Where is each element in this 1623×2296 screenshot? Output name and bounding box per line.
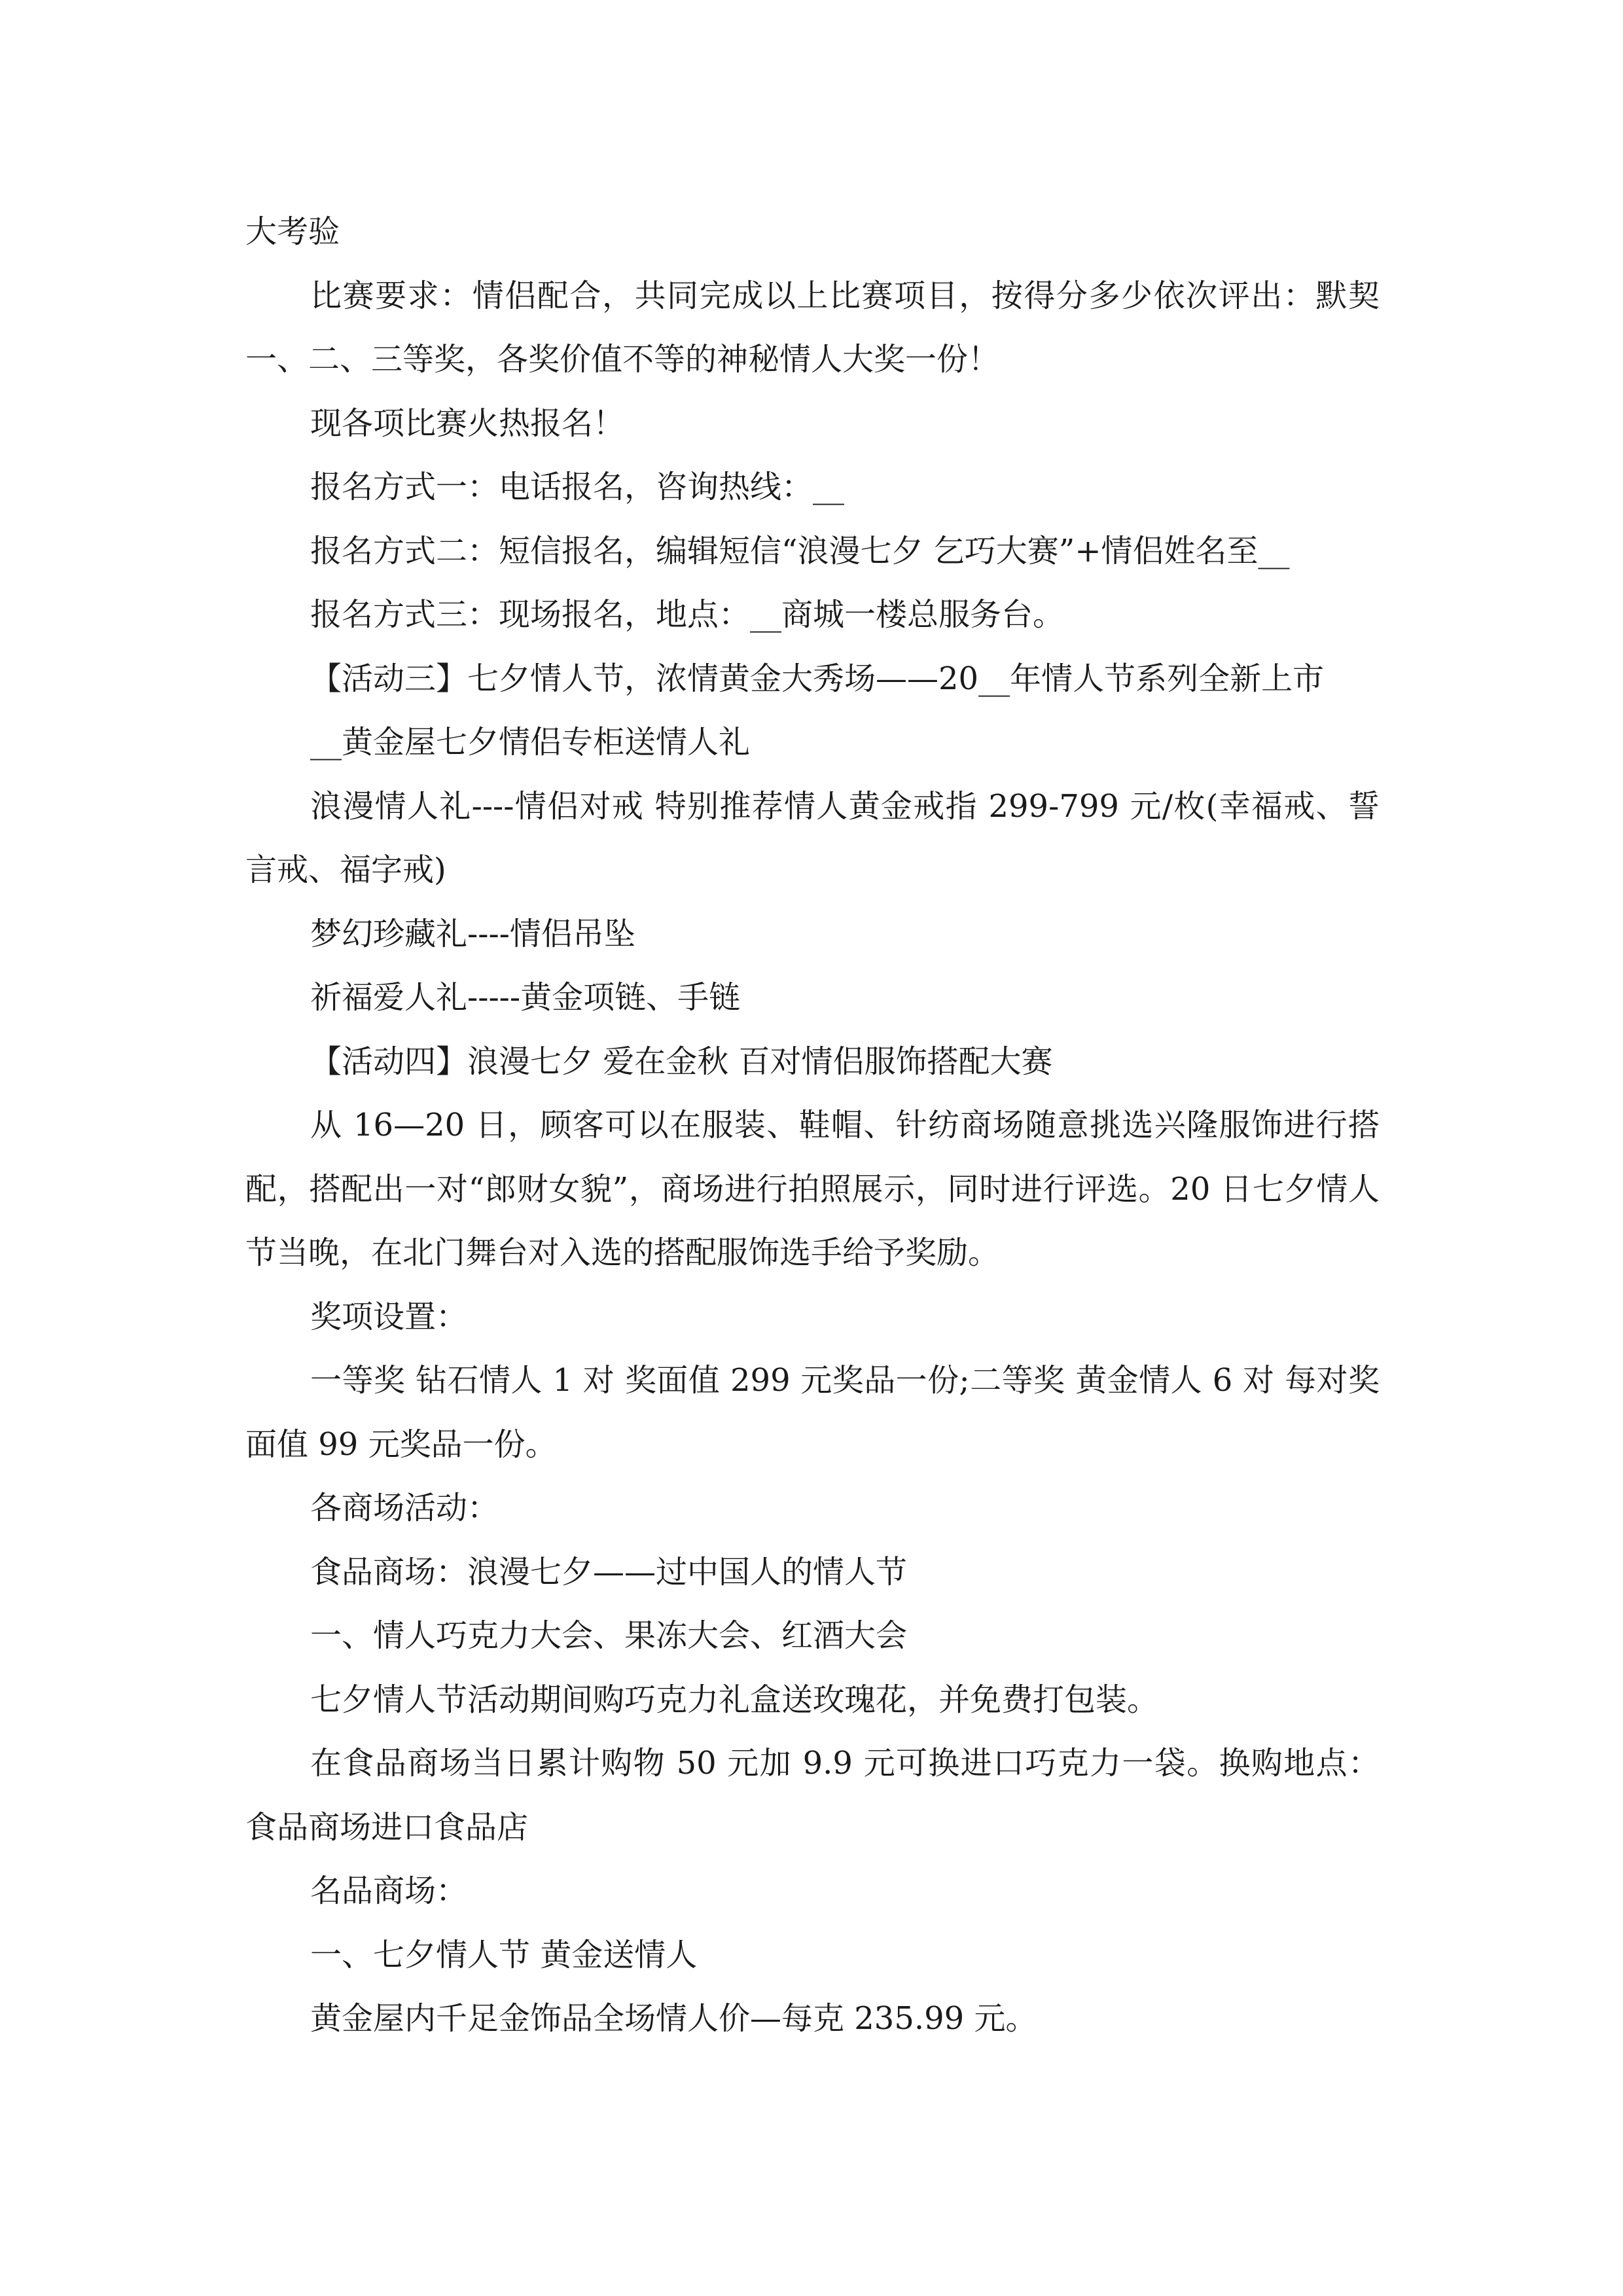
paragraph: 梦幻珍藏礼----情侣吊坠 bbox=[310, 915, 635, 952]
paragraph: 大考验 bbox=[245, 213, 340, 250]
paragraph: 七夕情人节活动期间购巧克力礼盒送玫瑰花，并免费打包装。 bbox=[310, 1681, 1159, 1718]
paragraph: 名品商场： bbox=[310, 1873, 468, 1909]
paragraph: 一、七夕情人节 黄金送情人 bbox=[310, 1936, 698, 1973]
paragraph: 报名方式一：电话报名，咨询热线：__ bbox=[310, 469, 845, 505]
paragraph: 在食品商场当日累计购物 50 元加 9.9 元可换进口巧克力一袋。换购地点：食品商场进口食品店 bbox=[245, 1745, 1380, 1846]
paragraph: 一等奖 钻石情人 1 对 奖面值 299 元奖品一份;二等奖 黄金情人 6 对 每对奖面值 99 元奖品一份。 bbox=[245, 1362, 1380, 1463]
paragraph: 现各项比赛火热报名！ bbox=[310, 404, 625, 442]
section-heading: 【活动四】浪漫七夕 爱在金秋 百对情侣服饰搭配大赛 bbox=[310, 1043, 1053, 1080]
paragraph: 一、情人巧克力大会、果冻大会、红酒大会 bbox=[310, 1617, 908, 1654]
paragraph: 祈福爱人礼-----黄金项链、手链 bbox=[310, 979, 741, 1016]
paragraph: 奖项设置： bbox=[310, 1298, 468, 1335]
paragraph: 浪漫情人礼----情侣对戒 特别推荐情人黄金戒指 299-799 元/枚(幸福戒、誓言戒、福字戒) bbox=[245, 787, 1380, 888]
document-body bbox=[245, 200, 1380, 2051]
paragraph: 各商场活动： bbox=[310, 1490, 499, 1526]
paragraph: 黄金屋内千足金饰品全场情人价—每克 235.99 元。 bbox=[310, 2000, 1037, 2037]
paragraph: 比赛要求：情侣配合，共同完成以上比赛项目，按得分多少依次评出：默契一、二、三等奖，各奖价值不等的神秘情人大奖一份！ bbox=[245, 277, 1380, 378]
paragraph: __黄金屋七夕情侣专柜送情人礼 bbox=[310, 724, 751, 761]
paragraph: 食品商场：浪漫七夕——过中国人的情人节 bbox=[310, 1553, 908, 1590]
section-heading: 【活动三】七夕情人节，浓情黄金大秀场——20__年情人节系列全新上市 bbox=[310, 660, 1325, 697]
paragraph: 报名方式三：现场报名，地点：__商城一楼总服务台。 bbox=[310, 596, 1065, 633]
paragraph: 报名方式二：短信报名，编辑短信“浪漫七夕 乞巧大赛”+情侣姓名至__ bbox=[310, 532, 1290, 569]
paragraph: 从 16—20 日，顾客可以在服装、鞋帽、针纺商场随意挑选兴隆服饰进行搭配，搭配出一对“郎财女貌”，商场进行拍照展示，同时进行评选。20 日七夕情人节当晚，在北门舞台对入选的搭配服饰选手给予奖励。 bbox=[245, 1107, 1380, 1271]
